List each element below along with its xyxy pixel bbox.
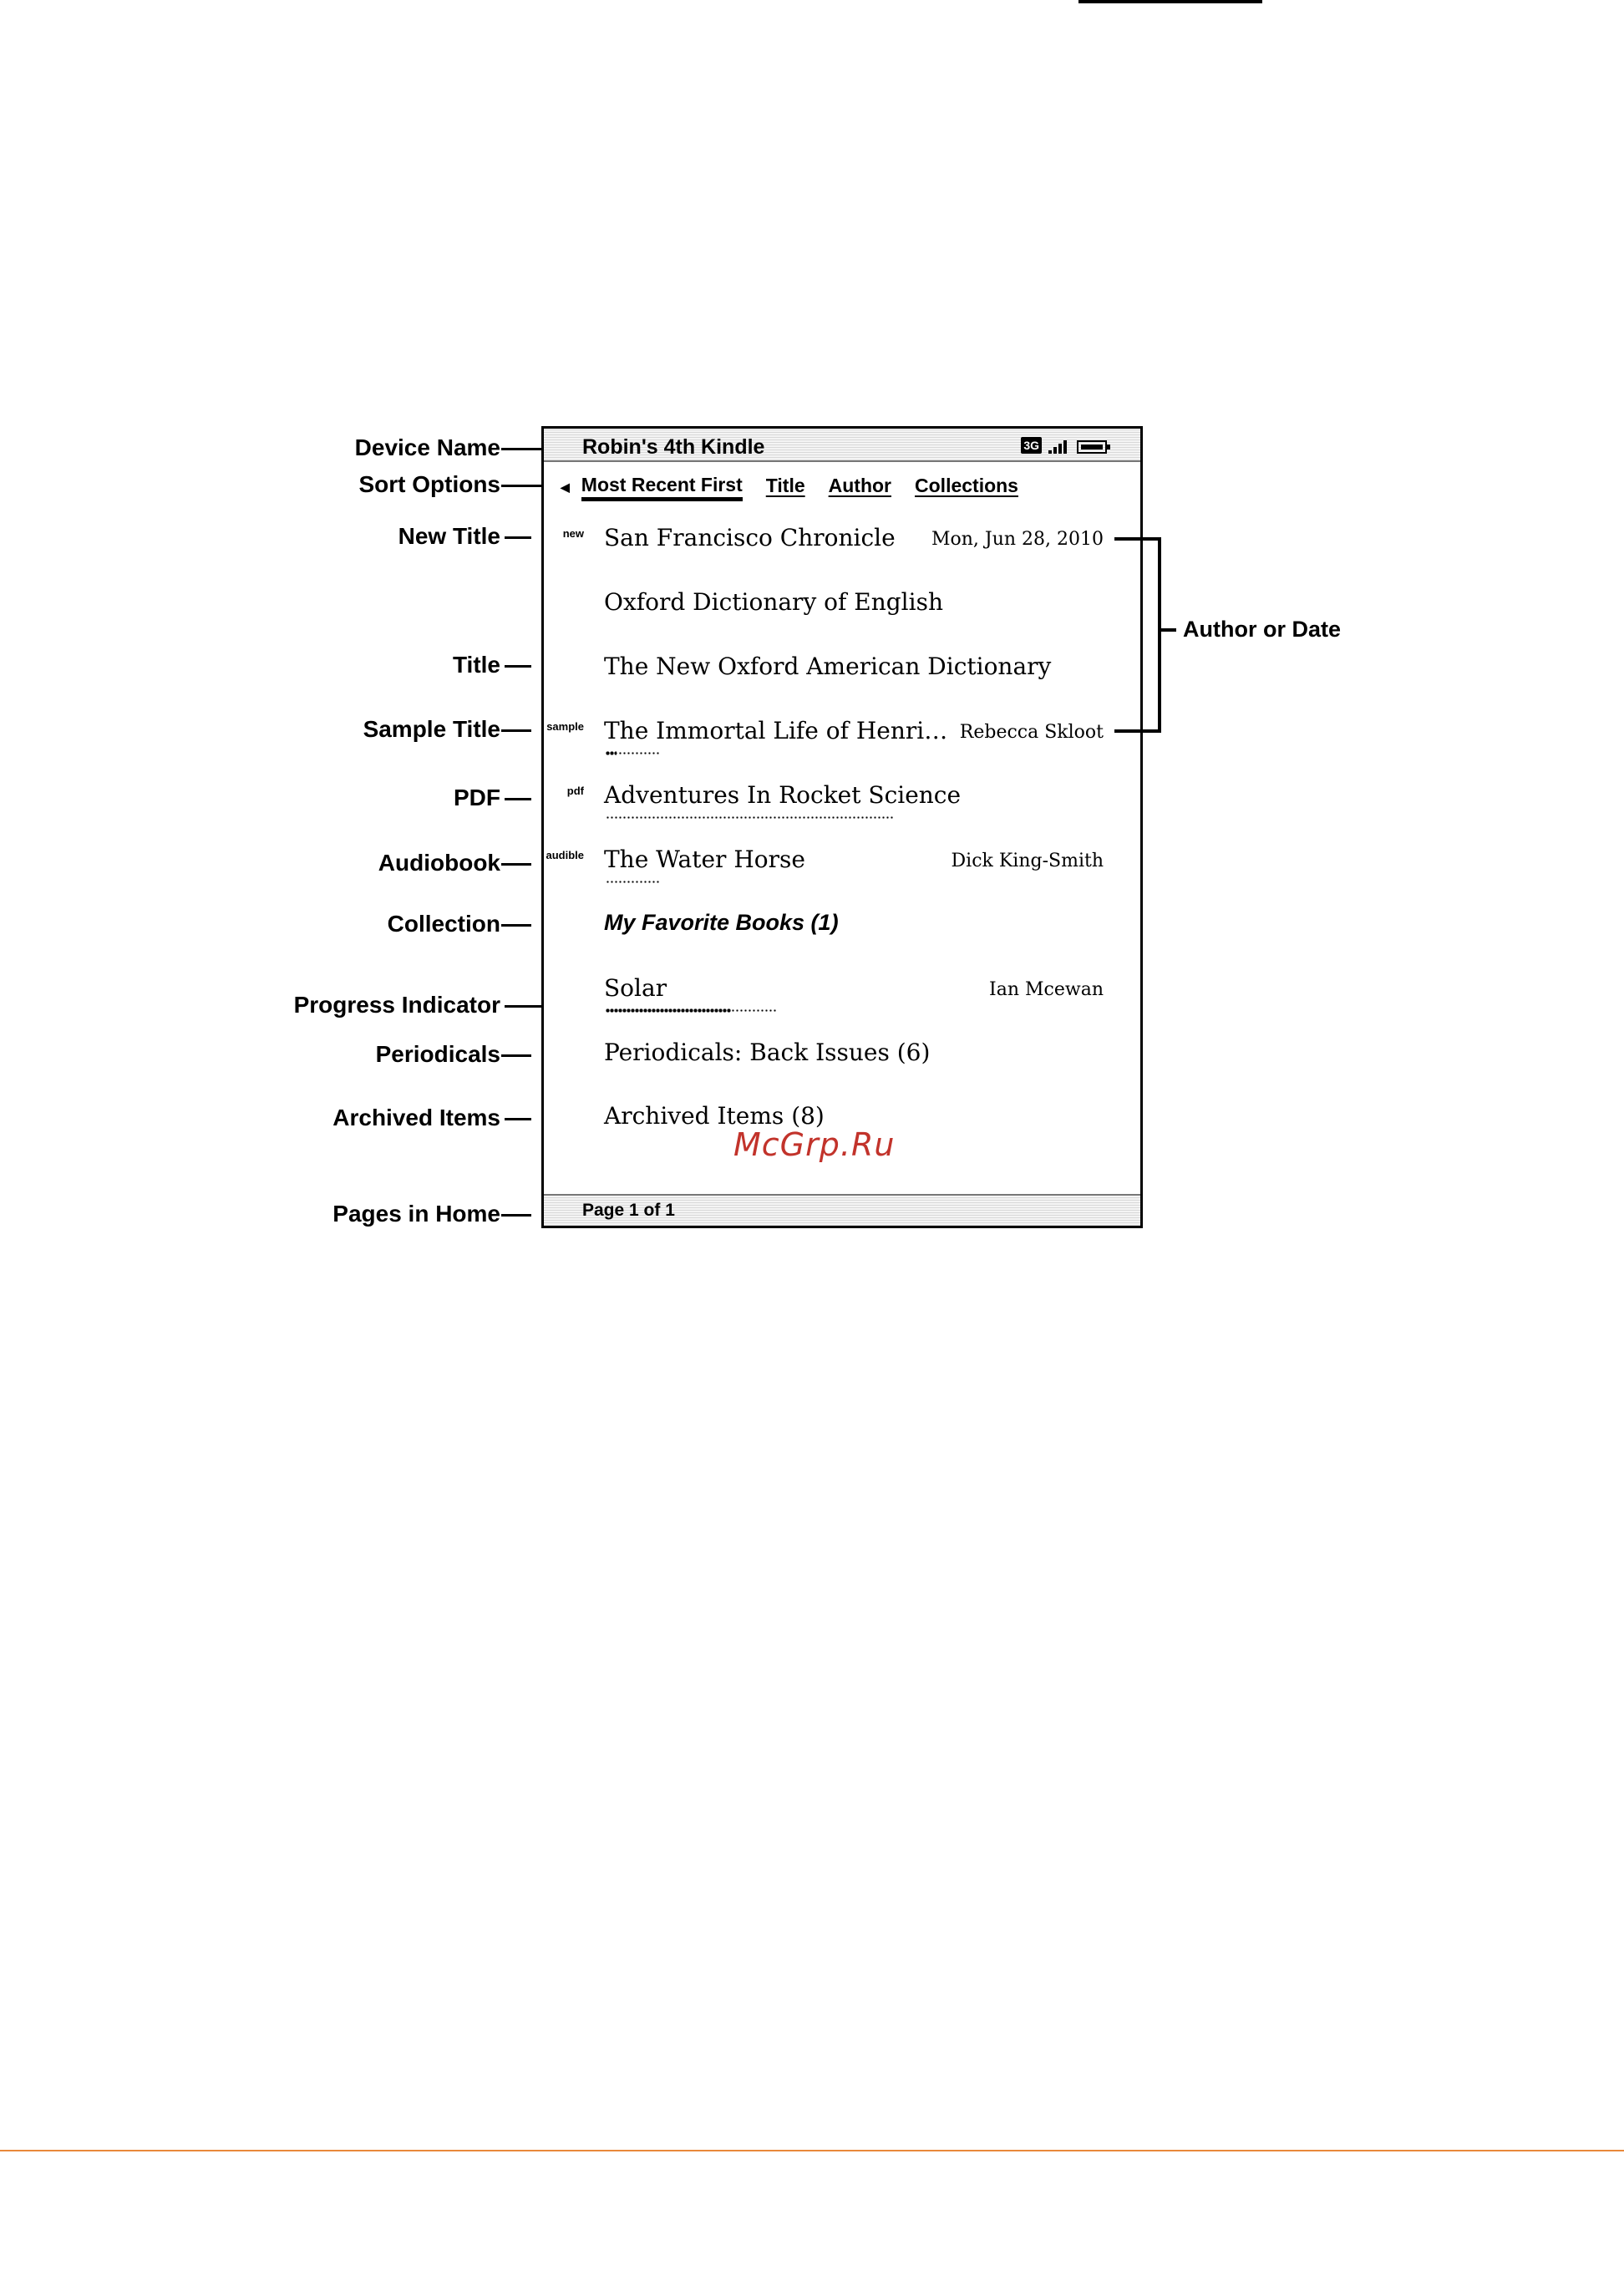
- list-item[interactable]: [544, 651, 1140, 701]
- leader-line: [501, 729, 531, 732]
- list-item[interactable]: [544, 973, 1140, 1023]
- top-rule: [1078, 0, 1262, 3]
- bracket-line: [1114, 729, 1161, 733]
- network-3g-icon: 3G: [1021, 437, 1042, 454]
- leader-line: [501, 863, 531, 866]
- list-item[interactable]: [544, 844, 1140, 894]
- annotation-pdf: PDF: [454, 785, 500, 810]
- status-area: [1021, 435, 1107, 454]
- item-title: San Francisco Chronicle: [604, 524, 896, 551]
- item-title: The New Oxford American Dictionary: [604, 653, 1052, 680]
- watermark: McGrp.Ru: [733, 1126, 896, 1163]
- item-title: Oxford Dictionary of English: [604, 588, 943, 616]
- list-item[interactable]: [544, 1037, 1140, 1087]
- annotation-sample-title: Sample Title: [363, 716, 500, 742]
- leader-line: [505, 536, 531, 539]
- bracket-line: [1114, 537, 1161, 541]
- leader-line: [501, 1054, 531, 1057]
- annotation-pages-in-home: Pages in Home: [332, 1201, 500, 1227]
- item-author: Ian Mcewan: [989, 979, 1104, 1000]
- item-title: Archived Items (8): [604, 1102, 825, 1130]
- pdf-badge: pdf: [566, 785, 584, 797]
- item-title: The Water Horse: [604, 846, 805, 873]
- list-item[interactable]: [544, 522, 1140, 572]
- leader-line: [505, 1118, 531, 1120]
- battery-icon: [1077, 440, 1107, 454]
- bracket-line: [1161, 628, 1176, 632]
- sort-collections[interactable]: Collections: [915, 475, 1018, 496]
- device-name: Robin's 4th Kindle: [582, 435, 765, 459]
- page-indicator: Page 1 of 1: [582, 1201, 675, 1220]
- footer-rule: [0, 2150, 1624, 2151]
- annotation-archived-items: Archived Items: [332, 1105, 500, 1130]
- annotation-collection: Collection: [387, 911, 500, 937]
- progress-indicator: [606, 816, 895, 819]
- list-item[interactable]: [544, 908, 1140, 958]
- list-item[interactable]: [544, 587, 1140, 637]
- item-title: Solar: [604, 974, 667, 1002]
- signal-strength-icon: [1048, 439, 1067, 454]
- item-author: Rebecca Skloot: [959, 722, 1104, 743]
- leader-line: [501, 1214, 531, 1217]
- leader-line: [501, 485, 541, 487]
- annotation-progress-indicator: Progress Indicator: [293, 992, 500, 1018]
- progress-indicator: [606, 1009, 778, 1012]
- kindle-home-screen: [541, 426, 1143, 1228]
- annotation-sort-options: Sort Options: [358, 471, 500, 497]
- item-author: Dick King-Smith: [951, 851, 1104, 871]
- collection-title: My Favorite Books (1): [604, 910, 839, 935]
- bracket-line: [1158, 537, 1161, 733]
- annotation-periodicals: Periodicals: [375, 1041, 500, 1067]
- list-item[interactable]: [544, 780, 1140, 830]
- leader-line: [505, 798, 531, 800]
- item-title: The Immortal Life of Henri…: [604, 717, 948, 744]
- footer-bar: [544, 1194, 1140, 1226]
- item-date: Mon, Jun 28, 2010: [931, 529, 1104, 550]
- item-title: Adventures In Rocket Science: [604, 781, 962, 809]
- list-item[interactable]: [544, 715, 1140, 765]
- sort-most-recent[interactable]: Most Recent First: [581, 474, 743, 501]
- progress-indicator: [606, 881, 661, 883]
- new-badge: new: [562, 527, 584, 540]
- annotation-author-or-date: Author or Date: [1183, 617, 1341, 642]
- left-arrow-icon[interactable]: ◀: [561, 480, 570, 494]
- annotation-audiobook: Audiobook: [378, 850, 500, 876]
- title-bar: [544, 429, 1140, 462]
- annotation-title: Title: [452, 652, 500, 678]
- sort-title[interactable]: Title: [765, 475, 805, 496]
- leader-line: [501, 924, 531, 927]
- sample-badge: sample: [546, 720, 584, 733]
- leader-line: [505, 665, 531, 668]
- annotation-new-title: New Title: [398, 523, 500, 549]
- annotation-device-name: Device Name: [354, 434, 500, 460]
- item-title: Periodicals: Back Issues (6): [604, 1039, 931, 1066]
- sort-options: [561, 474, 1042, 501]
- progress-indicator: [606, 752, 661, 754]
- audible-badge: audible: [546, 849, 584, 861]
- sort-author[interactable]: Author: [828, 475, 892, 496]
